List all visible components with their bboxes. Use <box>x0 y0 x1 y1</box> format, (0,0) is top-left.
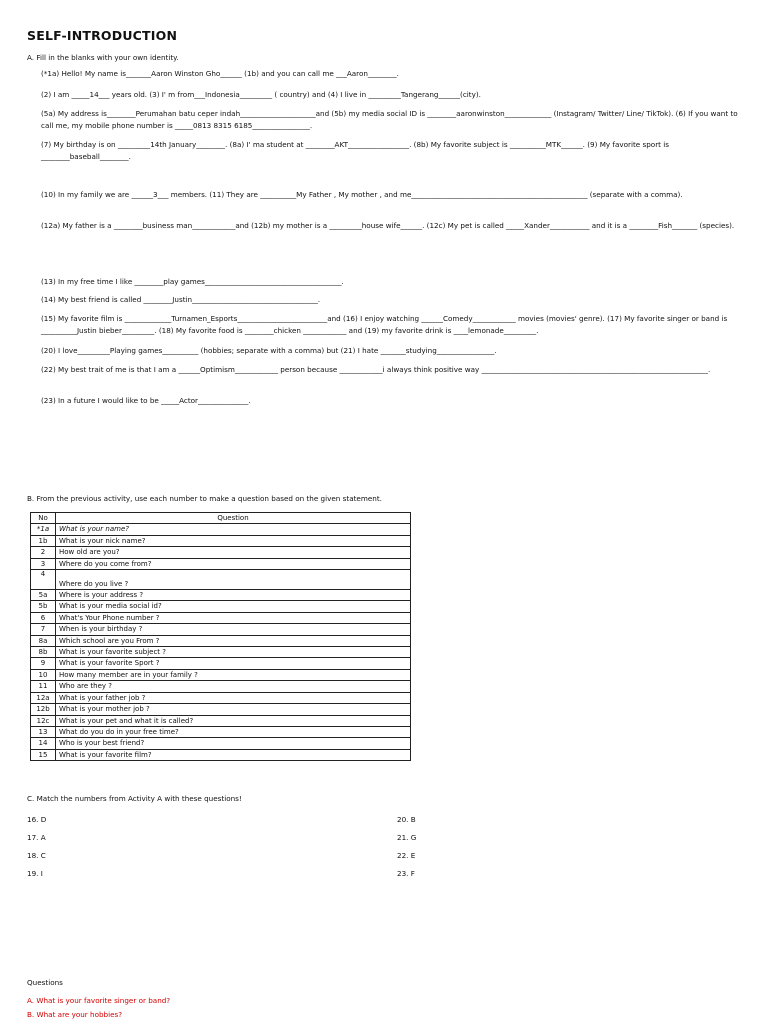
question-item-a: A. What is your favorite singer or band? <box>27 996 171 1005</box>
row-number: 12a <box>31 692 56 703</box>
paragraph-2: (2) I am _____14___ years old. (3) I' m from___Indonesia_________ ( country) and (4) I live in _________Tangerang______(city). <box>41 90 481 99</box>
table-row <box>31 601 411 612</box>
table-row <box>31 726 411 737</box>
row-number: 7 <box>31 624 56 635</box>
row-question: Who are they ? <box>56 681 411 692</box>
paragraph-9: (15) My favorite film is _____________Turnamen_Esports_________________________and (16) I enjoy watching ______Comedy____________ movies (movies' genre). (17) My favorite singer or band is __________Justin bieber_________. (18) My favorite food is ________chicken ____________ and (19) my favorite drink is ____lemonade_________. <box>41 314 728 335</box>
match-answer: 17. A <box>27 833 46 842</box>
table-row <box>31 570 411 590</box>
row-question: What do you do in your free time? <box>56 726 411 737</box>
question-item-b: B. What are your hobbies? <box>27 1010 123 1019</box>
table-row <box>31 612 411 623</box>
row-number: 6 <box>31 612 56 623</box>
match-answer: 21. G <box>397 833 417 842</box>
row-number: 8b <box>31 647 56 658</box>
table-row <box>31 624 411 635</box>
match-answer: 18. C <box>27 851 46 860</box>
row-number: 15 <box>31 749 56 760</box>
table-row <box>31 681 411 692</box>
row-question: How old are you? <box>56 547 411 558</box>
table-row <box>31 658 411 669</box>
match-answer: 23. F <box>397 869 415 878</box>
row-number: 13 <box>31 726 56 737</box>
row-number: 8a <box>31 635 56 646</box>
table-header-row <box>31 513 411 524</box>
paragraph-5: (10) In my family we are ______3___ members. (11) They are __________My Father , My mother , and me_________________________________________________ (separate with a comma). <box>41 190 683 199</box>
match-answer: 19. I <box>27 869 43 878</box>
row-number: 9 <box>31 658 56 669</box>
row-question: What is your nick name? <box>56 535 411 546</box>
row-number: 4 <box>31 570 56 590</box>
row-number: 12c <box>31 715 56 726</box>
row-number: *1a <box>31 524 56 535</box>
table-row <box>31 749 411 760</box>
page-title: SELF-INTRODUCTION <box>27 28 178 43</box>
row-question: What is your favorite film? <box>56 749 411 760</box>
row-question: Who is your best friend? <box>56 738 411 749</box>
questions-heading: Questions <box>27 978 63 987</box>
paragraph-7: (13) In my free time I like ________play games______________________________________. <box>41 277 344 286</box>
table-row <box>31 558 411 569</box>
paragraph-4: (7) My birthday is on _________14th January________. (8a) I' ma student at ________AKT_________________. (8b) My favorite subject is __________MTK______. (9) My favorite sport is ________baseball________. <box>41 140 669 161</box>
row-number: 14 <box>31 738 56 749</box>
table-row <box>31 635 411 646</box>
row-number: 5a <box>31 590 56 601</box>
table-row <box>31 704 411 715</box>
header-no: No <box>31 513 56 524</box>
row-question: Which school are you From ? <box>56 635 411 646</box>
section-b-instruction: B. From the previous activity, use each number to make a question based on the given statement. <box>27 494 382 503</box>
paragraph-3: (5a) My address is________Perumahan batu ceper indah_____________________and (5b) my media social ID is ________aaronwinston_____________ (Instagram/ Twitter/ Line/ TikTok). (6) If you want to call me, my mobile phone number is _____0813 8315 6185________________. <box>41 109 738 130</box>
table-row <box>31 647 411 658</box>
row-question: Where is your address ? <box>56 590 411 601</box>
paragraph-8: (14) My best friend is called ________Justin___________________________________. <box>41 295 321 304</box>
table-row <box>31 590 411 601</box>
table-row <box>31 715 411 726</box>
row-question: What is your mother job ? <box>56 704 411 715</box>
row-number: 5b <box>31 601 56 612</box>
row-question: What is your name? <box>56 524 411 535</box>
match-answer: 22. E <box>397 851 416 860</box>
questions-table <box>30 512 411 761</box>
row-question: What's Your Phone number ? <box>56 612 411 623</box>
row-question: What is your favorite subject ? <box>56 647 411 658</box>
section-a-instruction: A. Fill in the blanks with your own identity. <box>27 53 179 62</box>
table-row <box>31 669 411 680</box>
row-question: What is your favorite Sport ? <box>56 658 411 669</box>
paragraph-11: (22) My best trait of me is that I am a ______Optimism____________ person because ____________i always think positive way _______________________________________________________________. <box>41 365 711 374</box>
paragraph-10: (20) I love_________Playing games__________ (hobbies; separate with a comma) but (21) I hate _______studying________________. <box>41 346 497 355</box>
row-number: 10 <box>31 669 56 680</box>
table-row <box>31 547 411 558</box>
table-row <box>31 738 411 749</box>
table-row <box>31 692 411 703</box>
header-question: Question <box>56 513 411 524</box>
match-answer: 16. D <box>27 815 47 824</box>
row-question: What is your father job ? <box>56 692 411 703</box>
paragraph-1: (*1a) Hello! My name is_______Aaron Winston Gho______ (1b) and you can call me ___Aaron________. <box>41 69 399 78</box>
table-row <box>31 524 411 535</box>
paragraph-6: (12a) My father is a ________business man____________and (12b) my mother is a _________house wife______. (12c) My pet is called _____Xander___________ and it is a ________Fish_______ (species). <box>41 221 735 230</box>
row-question: Where do you come from? <box>56 558 411 569</box>
row-question: What is your media social id? <box>56 601 411 612</box>
row-question: What is your pet and what it is called? <box>56 715 411 726</box>
row-number: 1b <box>31 535 56 546</box>
row-question: How many member are in your family ? <box>56 669 411 680</box>
section-c-instruction: C. Match the numbers from Activity A with these questions! <box>27 794 242 803</box>
row-number: 3 <box>31 558 56 569</box>
table-row <box>31 535 411 546</box>
match-answer: 20. B <box>397 815 416 824</box>
row-number: 12b <box>31 704 56 715</box>
row-question: When is your birthday ? <box>56 624 411 635</box>
row-question: Where do you live ? <box>56 570 411 590</box>
paragraph-12: (23) In a future I would like to be _____Actor______________. <box>41 396 251 405</box>
row-number: 2 <box>31 547 56 558</box>
row-number: 11 <box>31 681 56 692</box>
